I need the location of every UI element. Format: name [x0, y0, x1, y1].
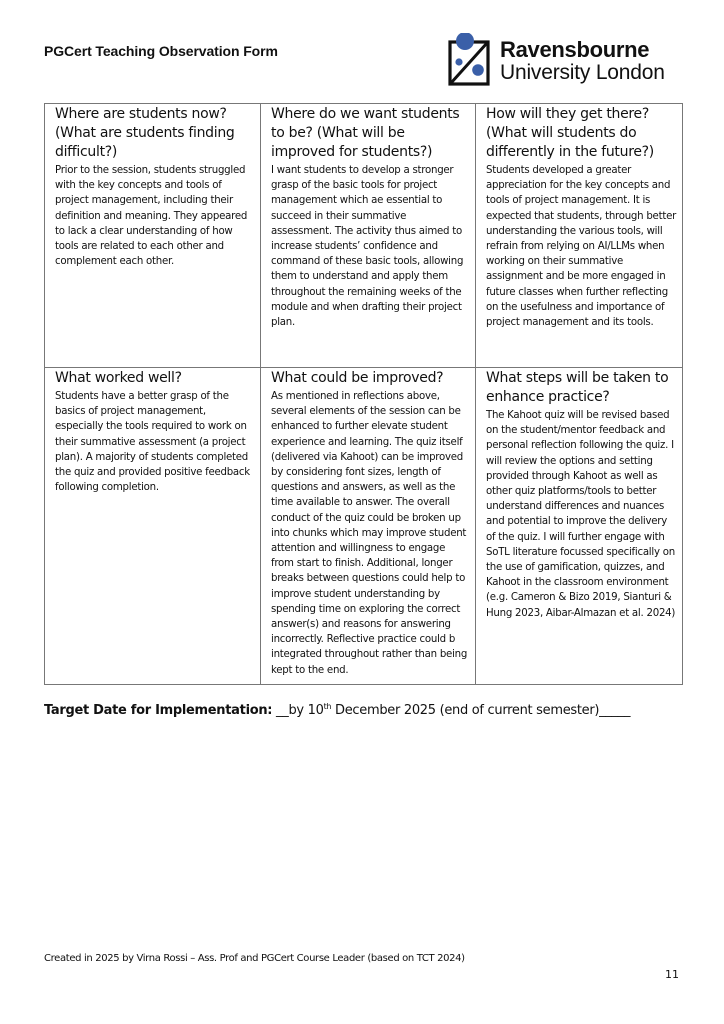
cell-body: The Kahoot quiz will be revised based on the student/mentor feedback and personal reflection following the quiz. I will review the options and setting provided through Kahoot as well as other quiz platforms/tools to better understand differences and nuances and potential to improve the delivery of the quiz. I will further engage with SoTL literature focussed specifically on the use of gamification, quizzes, and Kahoot in the classroom environment (e.g. Cameron & Bizo 2019, Sianturi & Hung 2023, Aibar-Almazan et al. 2024) [486, 410, 676, 619]
cell-worked-well [45, 368, 261, 685]
table-row [45, 104, 683, 368]
cell-heading: How will they get there? (What will students do differently in the future?) [486, 106, 654, 160]
cell-students-now [45, 104, 261, 368]
cell-heading: What worked well? [55, 370, 182, 386]
logo-subtitle: University London [500, 61, 665, 84]
cell-heading: Where are students now? (What are students finding difficult?) [55, 106, 235, 160]
cell-heading: What could be improved? [271, 370, 444, 386]
target-date-value: December 2025 (end of current semester)_____ [331, 703, 631, 718]
footer-credit: Created in 2025 by Virna Rossi – Ass. Prof and PGCert Course Leader (based on TCT 2024) [44, 953, 465, 964]
cell-body: Students have a better grasp of the basics of project management, especially the tools required to work on their summative assessment (a project plan). A majority of students completed the quiz and provided positive feedback following completion. [55, 391, 250, 494]
cell-how-get-there [476, 104, 683, 368]
table-row [45, 368, 683, 685]
target-date-prefix: __by 10 [272, 703, 324, 718]
target-date-label: Target Date for Implementation: [44, 703, 273, 718]
target-date [44, 703, 630, 718]
cell-heading: What steps will be taken to enhance practice? [486, 370, 669, 405]
page-number: 11 [665, 968, 679, 981]
cell-body: Prior to the session, students struggled with the key concepts and tools of project management, including their definition and meaning. They appeared to lack a clear understanding of how tools are related to each other and complement each other. [55, 165, 248, 268]
form-title: PGCert Teaching Observation Form [44, 43, 278, 59]
cell-students-goal [261, 104, 476, 368]
cell-body: I want students to develop a stronger grasp of the basic tools for project management which ae essential to succeed in their summative assessment. The activity thus aimed to increase students’ confidence and command of these basic tools, allowing them to understand and apply them throughout the remaining weeks of the module and when drafting their project plan. [271, 165, 464, 329]
cell-could-improve [261, 368, 476, 685]
cell-next-steps [476, 368, 683, 685]
cell-heading: Where do we want students to be? (What will be improved for students?) [271, 106, 460, 160]
target-date-ordinal: th [323, 702, 332, 711]
ravensbourne-logo-icon [448, 33, 502, 87]
logo-name: Ravensbourne [500, 37, 650, 62]
cell-body: Students developed a greater appreciation for the key concepts and tools of project management. It is expected that students, through better understanding the various tools, will refrain from relying on AI/LLMs when working on their summative assignment and be more engaged in future classes when further reflecting on the usefulness and importance of project management and its tools. [486, 165, 677, 329]
cell-body: As mentioned in reflections above, several elements of the session can be enhanced to further elevate student experience and learning. The quiz itself (delivered via Kahoot) can be improved by considering font sizes, length of questions and answers, as well as the time available to answer. The overall conduct of the quiz could be broken up into chunks which may improve student attention and willingness to engage from start to finish. Additional, longer breaks between questions could help to improve student understanding by spending time on exploring the correct answer(s) and reasons for answering incorrectly. Reflective practice could b integrated throughout rather than being kept to the end. [271, 391, 468, 676]
university-logo [448, 33, 678, 87]
observation-table [44, 103, 683, 685]
